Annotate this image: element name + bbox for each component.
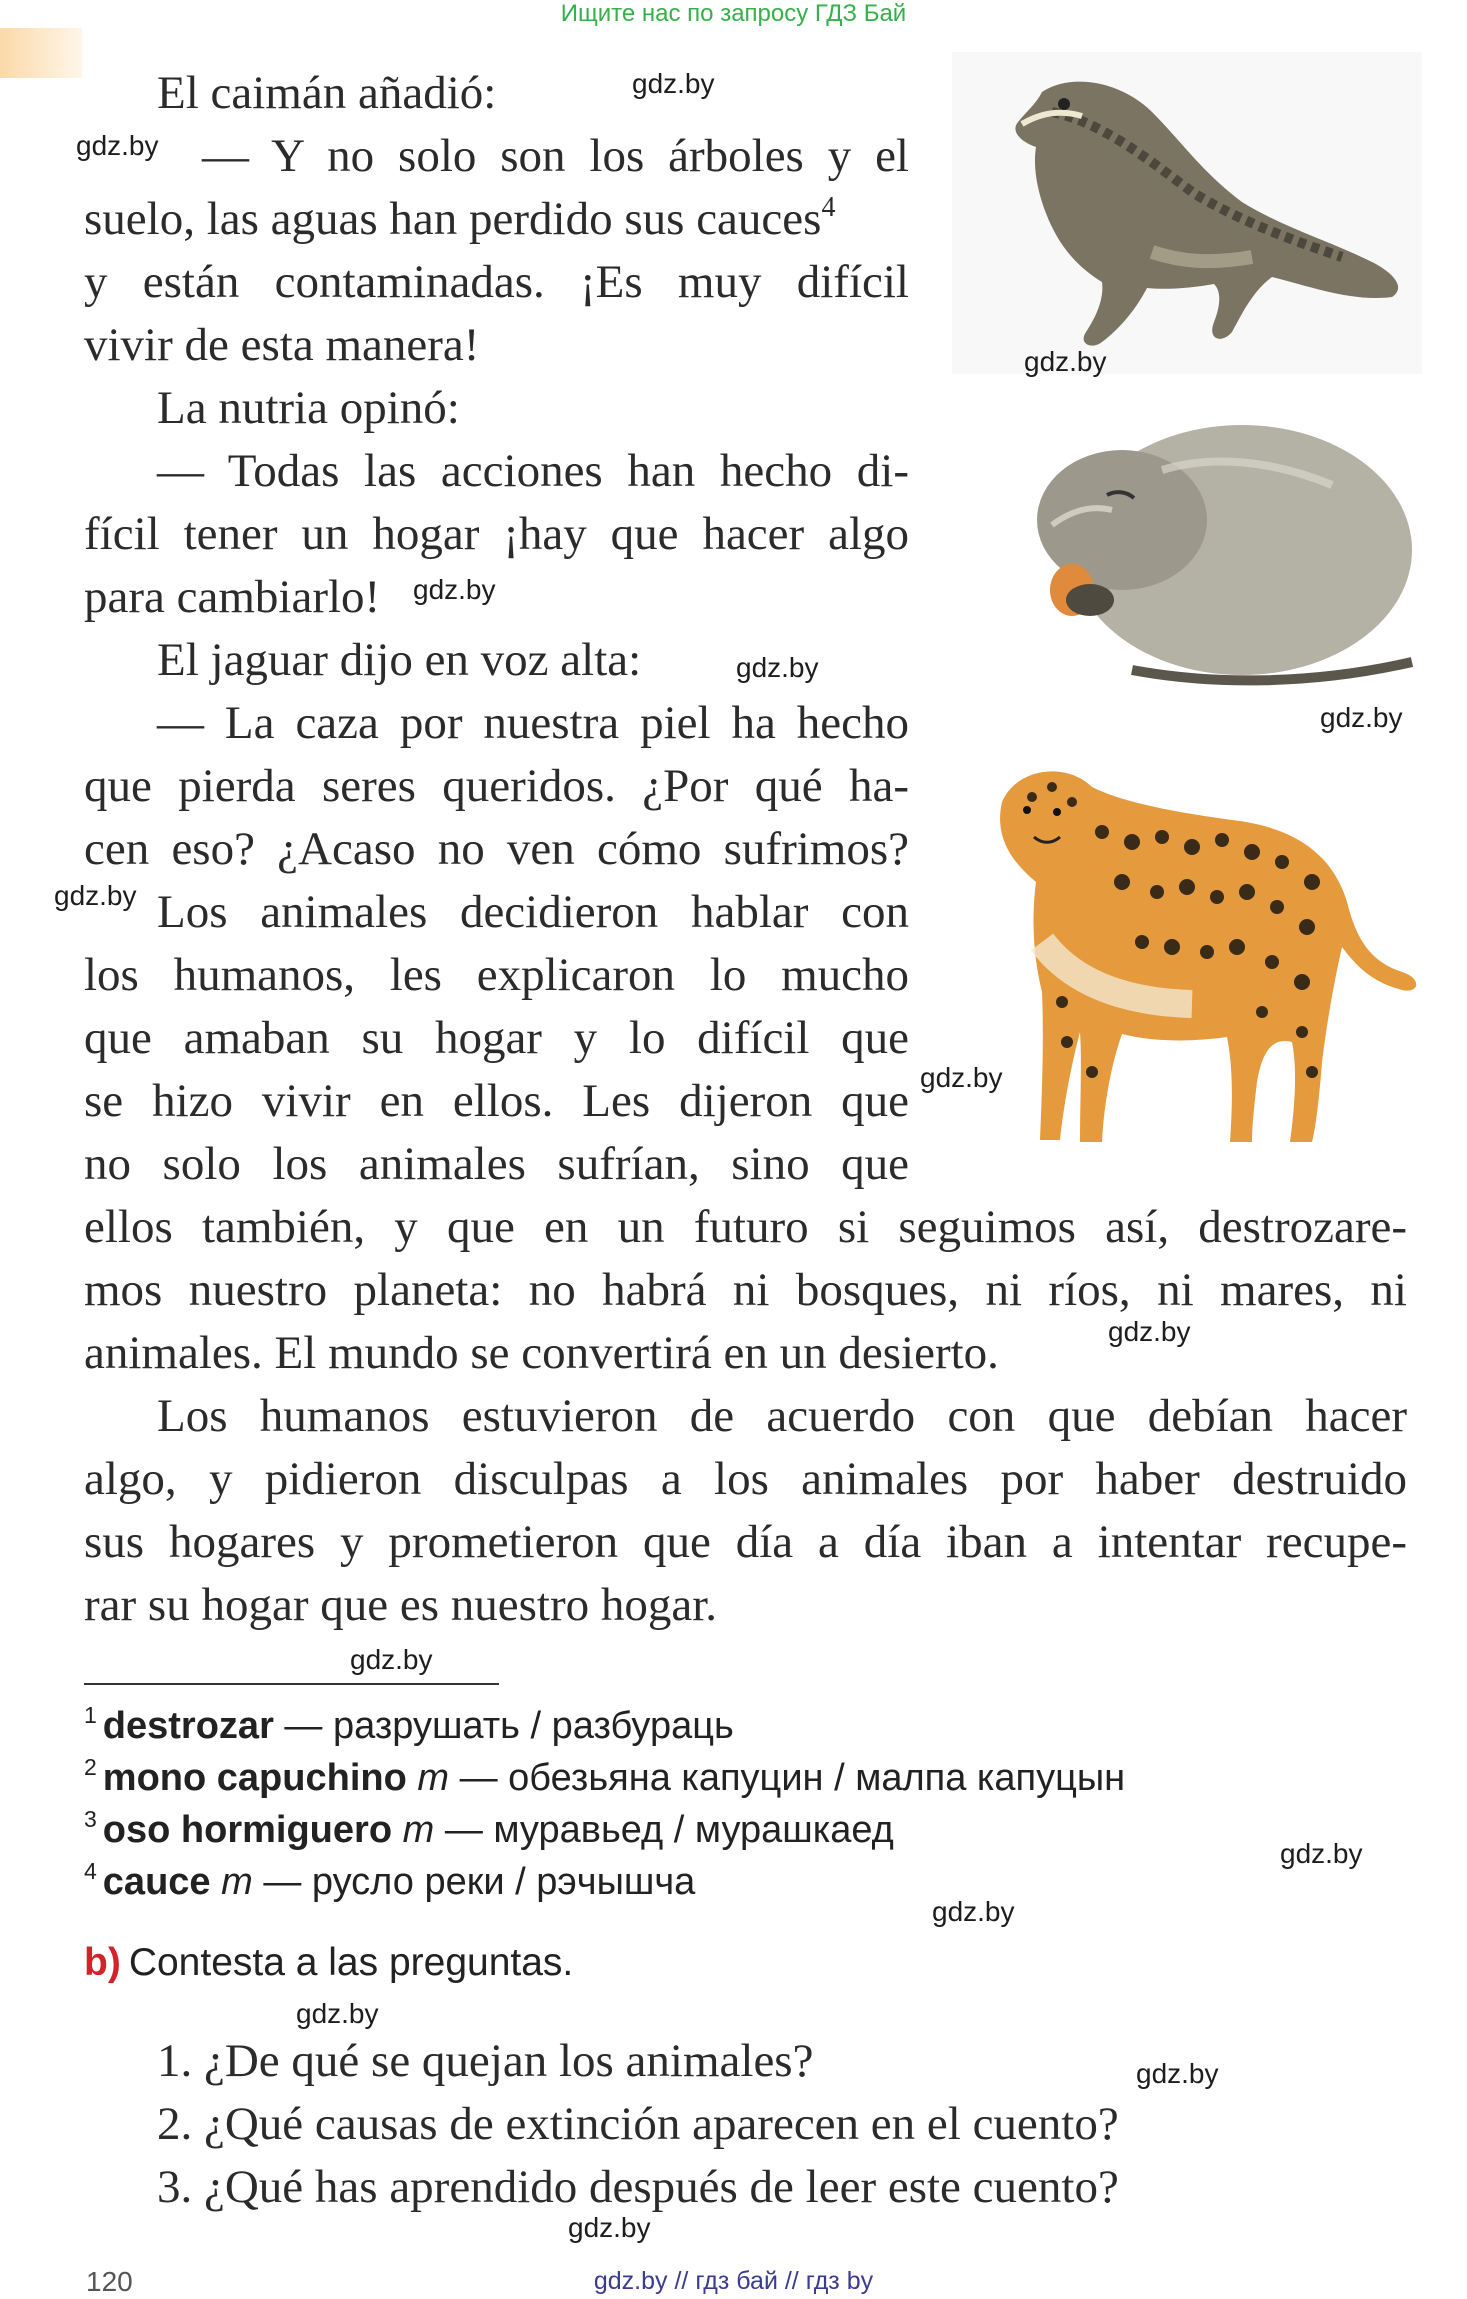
footnote-item xyxy=(84,1692,734,1749)
story-line-text: suelo, las aguas han perdido sus cauces xyxy=(84,193,822,245)
story-line: El jaguar dijo en voz alta: xyxy=(157,634,642,686)
story-line: para cambiarlo! xyxy=(84,571,381,623)
footnote-divider xyxy=(84,1683,499,1685)
footnote-gender: m xyxy=(417,1757,450,1799)
question-item: 2. ¿Qué causas de extinción aparecen en el cuento? xyxy=(157,2098,1119,2150)
story-line: fícil tener un hogar ¡hay que hacer algo xyxy=(84,508,909,560)
story-line: La nutria opinó: xyxy=(157,382,460,434)
story-line: Los animales decidieron hablar con xyxy=(157,886,909,938)
footnote-gender: m xyxy=(221,1861,253,1903)
story-line: mos nuestro planeta: no habrá ni bosques, ni ríos, ni mares, ni xyxy=(84,1264,1407,1316)
story-line: algo, y pidieron disculpas a los animales por haber destruido xyxy=(84,1453,1407,1505)
footnote-term: destrozar xyxy=(102,1705,274,1747)
story-line: — Y no solo son los árboles y el xyxy=(202,130,909,182)
story-line: se hizo vivir en ellos. Les dijeron que xyxy=(84,1075,909,1127)
footnote-ref: 4 xyxy=(821,192,836,223)
story-line: vivir de esta manera! xyxy=(84,319,480,371)
footnote-translation: — муравьед / мурашкаед xyxy=(444,1809,894,1851)
footnote-term: oso hormiguero xyxy=(102,1809,393,1851)
watermark: gdz.by xyxy=(1108,1316,1191,1347)
footnote-translation: — русло реки / рэчышча xyxy=(263,1861,696,1903)
watermark: gdz.by xyxy=(54,880,137,911)
top-banner[interactable]: Ищите нас по запросу ГДЗ Бай xyxy=(560,0,907,27)
story-line: que amaban su hogar y lo difícil que xyxy=(84,1012,909,1064)
watermark: gdz.by xyxy=(1024,346,1107,377)
watermark: gdz.by xyxy=(920,1062,1003,1093)
question-item: 3. ¿Qué has aprendido después de leer este cuento? xyxy=(157,2161,1119,2213)
footnote-item xyxy=(84,1848,695,1905)
footnote-number: 1 xyxy=(84,1702,97,1728)
footnote-term: cauce xyxy=(102,1861,211,1903)
footnote-number: 2 xyxy=(84,1754,97,1780)
task-label: b) xyxy=(84,1941,121,1984)
watermark: gdz.by xyxy=(1280,1838,1363,1869)
story-line xyxy=(84,191,835,247)
story-line: — La caza por nuestra piel ha hecho xyxy=(157,697,909,749)
footer-links[interactable]: gdz.by // гдз бай // гдз by xyxy=(593,2267,874,2295)
jaguar-illustration xyxy=(972,742,1427,1154)
story-line: Los humanos estuvieron de acuerdo con que debían hacer xyxy=(157,1390,1407,1442)
question-item: 1. ¿De qué se quejan los animales? xyxy=(157,2035,814,2087)
story-line: El caimán añadió: xyxy=(157,67,497,119)
story-line: los humanos, les explicaron lo mucho xyxy=(84,949,909,1001)
footnote-item xyxy=(84,1796,894,1853)
watermark: gdz.by xyxy=(1320,702,1403,733)
footnote-number: 3 xyxy=(84,1806,97,1832)
footnote-term: mono capuchino xyxy=(102,1757,407,1799)
story-line: no solo los animales sufrían, sino que xyxy=(84,1138,909,1190)
footnote-translation: — обезьяна капуцин / малпа капуцын xyxy=(459,1757,1126,1799)
caiman-illustration xyxy=(952,52,1422,374)
story-line: cen eso? ¿Acaso no ven cómo sufrimos? xyxy=(84,823,909,875)
nutria-illustration xyxy=(1012,400,1422,700)
watermark: gdz.by xyxy=(76,130,159,161)
footnote-translation: — разрушать / разбураць xyxy=(284,1705,734,1747)
watermark: gdz.by xyxy=(1136,2058,1219,2089)
story-line: ellos también, y que en un futuro si seguimos así, destrozare- xyxy=(84,1201,1407,1253)
watermark: gdz.by xyxy=(632,68,715,99)
watermark: gdz.by xyxy=(568,2212,651,2243)
story-line: sus hogares y prometieron que día a día iban a intentar recupe- xyxy=(84,1516,1407,1568)
watermark: gdz.by xyxy=(350,1644,433,1675)
corner-tab-decoration xyxy=(0,28,82,78)
watermark: gdz.by xyxy=(296,1998,379,2029)
watermark: gdz.by xyxy=(736,652,819,683)
story-line: — Todas las acciones han hecho di- xyxy=(157,445,909,497)
story-line: rar su hogar que es nuestro hogar. xyxy=(84,1579,718,1631)
page-number: 120 xyxy=(86,2266,133,2297)
task-text: Contesta a las preguntas. xyxy=(128,1941,574,1984)
footnote-gender: m xyxy=(402,1809,435,1851)
task-heading xyxy=(84,1940,573,1986)
watermark: gdz.by xyxy=(413,574,496,605)
watermark: gdz.by xyxy=(932,1896,1015,1927)
footnote-number: 4 xyxy=(84,1858,97,1884)
story-line: animales. El mundo se convertirá en un desierto. xyxy=(84,1327,999,1379)
story-line: que pierda seres queridos. ¿Por qué ha- xyxy=(84,760,909,812)
story-line: y están contaminadas. ¡Es muy difícil xyxy=(84,256,909,308)
footnote-item xyxy=(84,1744,1125,1801)
